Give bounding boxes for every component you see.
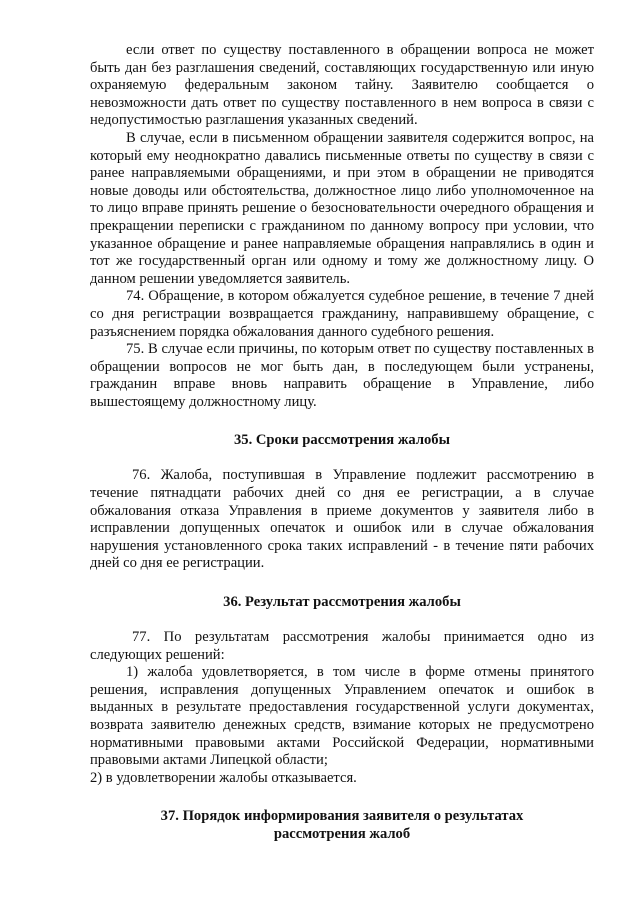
section-37-heading-line-1: 37. Порядок информирования заявителя о результатах: [160, 808, 524, 825]
section-37-heading-line-2: рассмотрения жалоб: [273, 826, 411, 843]
list-item-decision-1: 1) жалоба удовлетворяется, в том числе в форме отмены принятого решения, исправления допущенных Управлением опечаток и ошибок в выданных в результате предоставления государственной услуги документах, возврата заявителю денежных средств, взимание которых не предусмотрено нормативными правовыми актами Российской Федерации, нормативными правовыми актами Липецкой области;: [90, 664, 594, 769]
list-item-decision-2: 2) в удовлетворении жалобы отказывается.: [90, 769, 357, 786]
paragraph-repeated-appeal: В случае, если в письменном обращении заявителя содержится вопрос, на который ему неоднократно давались письменные ответы по существу в связи с ранее направляемыми обращениями, и при этом в обращении не приводятся новые доводы или обстоятельства, должностное лицо либо уполномоченное на то лицо вправе принять решение о безосновательности очередного обращения и прекращении переписки с гражданином по данному вопросу при условии, что указанное обращение и ранее направляемые обращения направлялись в один и тот же государственный орган или одному и тому же должностному лицу. О данном решении уведомляется заявитель.: [90, 129, 594, 287]
section-37-heading: [90, 807, 594, 843]
paragraph-74: 74. Обращение, в котором обжалуется судебное решение, в течение 7 дней со дня регистрации возвращается гражданину, направившему обращение, с разъяснением порядка обжалования данного судебного решения.: [90, 288, 594, 340]
paragraph-75: 75. В случае если причины, по которым ответ по существу поставленных в обращении вопросов не мог быть дан, в последующем были устранены, гражданин вправе вновь направить обращение в Управление, либо вышестоящему должностному лицу.: [90, 341, 594, 410]
paragraph-76: 76. Жалоба, поступившая в Управление подлежит рассмотрению в течение пятнадцати рабочих дней со дня ее регистрации, а в случае обжалования отказа Управления в приеме документов у заявителя либо в исправлении допущенных опечаток и ошибок или в случае обжалования нарушения установленного срока таких исправлений - в течение пяти рабочих дней со дня ее регистрации.: [90, 467, 594, 572]
paragraph-77: 77. По результатам рассмотрения жалобы принимается одно из следующих решений:: [90, 629, 594, 663]
paragraph-nondisclosure: если ответ по существу поставленного в обращении вопроса не может быть дан без разглашения сведений, составляющих государственную или иную охраняемую федеральным законом тайну. Заявителю сообщается о невозможности дать ответ по существу поставленного в нем вопроса в связи с недопустимостью разглашения указанных сведений.: [90, 42, 594, 129]
document-page: [90, 42, 594, 861]
section-36-heading: 36. Результат рассмотрения жалобы: [223, 594, 461, 611]
section-35-heading: 35. Сроки рассмотрения жалобы: [233, 432, 450, 449]
